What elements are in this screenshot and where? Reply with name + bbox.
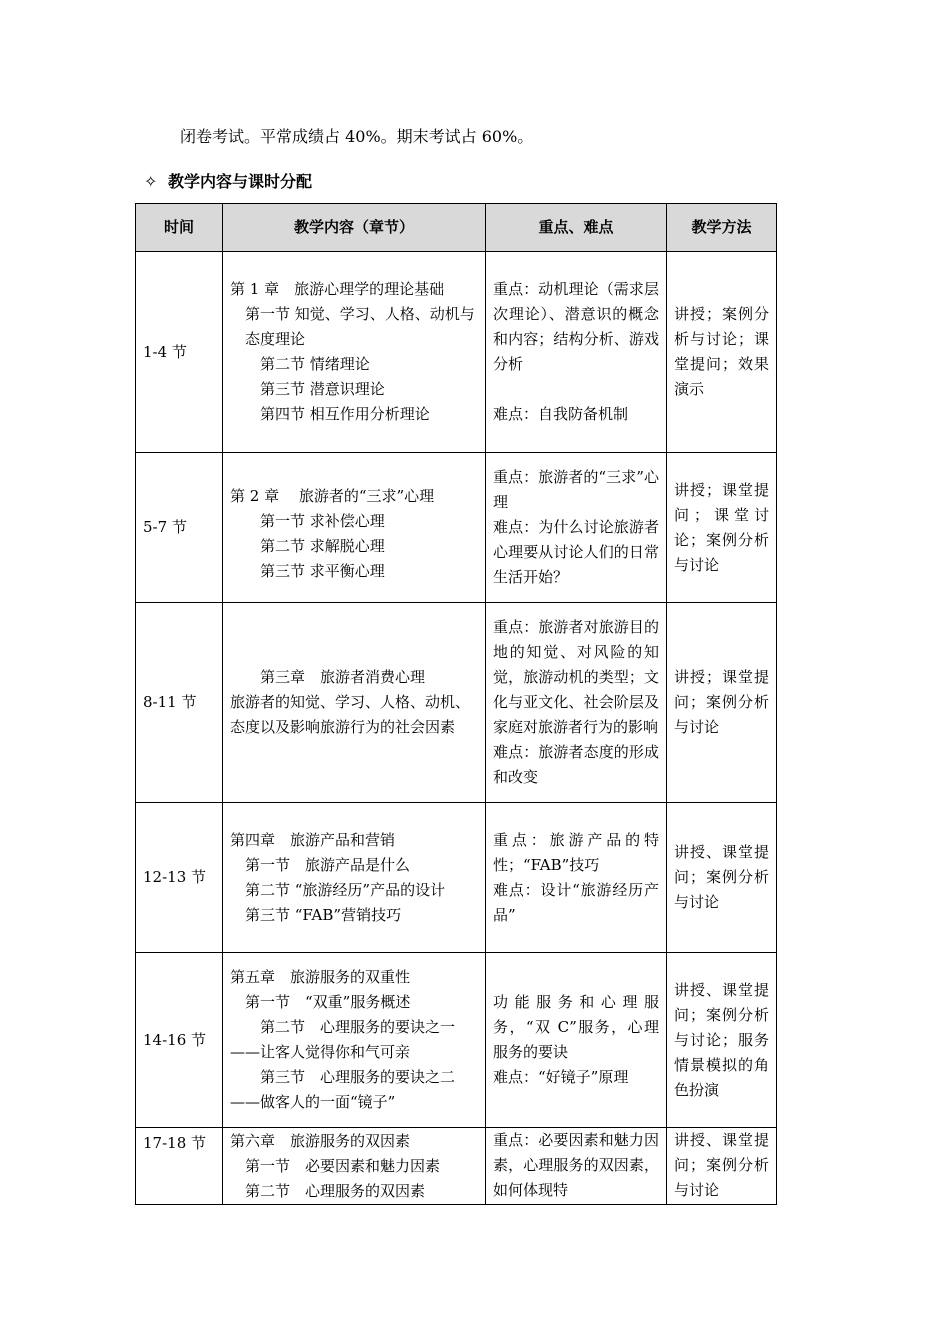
content-cell [223, 453, 486, 603]
difficulty-text: 难点：旅游者态度的形成和改变 [493, 743, 659, 786]
key-point-text: 重点：旅游者对旅游目的地的知觉、对风险的知觉，旅游动机的类型；文化与亚文化、社会阶层及家庭对旅游者行为的影响 [493, 618, 659, 736]
table-row [136, 252, 777, 453]
section-line: 第二节 情绪理论 [260, 355, 370, 373]
table-row [136, 603, 777, 803]
difficulty-text: 难点：“好镜子”原理 [493, 1068, 629, 1086]
content-cell [223, 953, 486, 1128]
key-points-cell [486, 453, 667, 603]
section-line: 第三节 “FAB”营销技巧 [245, 905, 402, 924]
method-cell: 讲授、课堂提问；案例分析与讨论；服务情景模拟的角色扮演 [667, 953, 777, 1128]
content-cell [223, 803, 486, 953]
key-point-text: 重点：必要因素和魅力因素，心理服务的双因素，如何体现特 [493, 1131, 659, 1199]
diamond-star-icon: ✧ [144, 172, 158, 191]
key-point-text: 功能服务和心理服务，“双 C”服务，心理服务的要诀 [493, 993, 659, 1061]
section-line: 第二节 “旅游经历”产品的设计 [245, 880, 446, 899]
table-row [136, 803, 777, 953]
section-line: 第一节 旅游产品是什么 [245, 855, 411, 874]
key-points-cell [486, 252, 667, 453]
header-content: 教学内容（章节） [223, 204, 486, 252]
table-row [136, 453, 777, 603]
method-cell: 讲授、课堂提问；案例分析与讨论 [667, 1128, 777, 1205]
section-line: 第三节 心理服务的要诀之二——做客人的一面“镜子” [230, 1068, 456, 1111]
time-cell: 8-11 节 [136, 603, 223, 803]
section-line: 第二节 求解脱心理 [260, 536, 385, 555]
schedule-table [135, 203, 777, 1205]
method-cell: 讲授、课堂提问；案例分析与讨论 [667, 803, 777, 953]
content-cell [223, 252, 486, 453]
key-point-text: 重点：旅游产品的特性；“FAB”技巧 [493, 830, 659, 874]
time-cell: 5-7 节 [136, 453, 223, 603]
section-heading [144, 170, 312, 194]
method-cell: 讲授；课堂提问；案例分析与讨论 [667, 603, 777, 803]
section-line: 第一节 知觉、学习、人格、动机与态度理论 [245, 305, 475, 348]
section-line: 第一节 必要因素和魅力因素 [245, 1156, 441, 1175]
section-title: 教学内容与课时分配 [168, 172, 313, 191]
key-points-cell [486, 1128, 667, 1205]
key-point-text: 重点：动机理论（需求层次理论）、潜意识的概念和内容；结构分析、游戏分析 [493, 280, 659, 373]
time-cell: 12-13 节 [136, 803, 223, 953]
chapter-title: 第 2 章 旅游者的“三求”心理 [230, 486, 435, 505]
chapter-title: 第三章 旅游者消费心理 [260, 668, 426, 686]
section-line: 第三节 潜意识理论 [260, 380, 385, 398]
method-cell: 讲授；案例分析与讨论；课堂提问；效果演示 [667, 252, 777, 453]
chapter-title: 第六章 旅游服务的双因素 [230, 1131, 411, 1150]
chapter-title: 第五章 旅游服务的双重性 [230, 968, 411, 986]
chapter-title: 第 1 章 旅游心理学的理论基础 [230, 280, 445, 298]
method-cell: 讲授；课堂提问；课堂讨论；案例分析与讨论 [667, 453, 777, 603]
key-points-cell [486, 803, 667, 953]
table-row [136, 953, 777, 1128]
time-cell: 17-18 节 [136, 1128, 223, 1205]
section-line: 第一节 “双重”服务概述 [245, 993, 411, 1011]
time-cell: 1-4 节 [136, 252, 223, 453]
chapter-title: 第四章 旅游产品和营销 [230, 830, 396, 849]
content-cell [223, 603, 486, 803]
table-header-row [136, 204, 777, 252]
time-cell: 14-16 节 [136, 953, 223, 1128]
table-row [136, 1128, 777, 1205]
difficulty-text: 难点：为什么讨论旅游者心理要从讨论人们的日常生活开始？ [493, 518, 659, 586]
content-description: 旅游者的知觉、学习、人格、动机、态度以及影响旅游行为的社会因素 [230, 693, 471, 736]
section-line: 第二节 心理服务的双因素 [245, 1181, 426, 1200]
key-points-cell [486, 603, 667, 803]
section-line: 第一节 求补偿心理 [260, 511, 385, 530]
key-points-cell [486, 953, 667, 1128]
difficulty-text: 难点：自我防备机制 [493, 405, 629, 423]
difficulty-text: 难点：设计“旅游经历产品” [493, 880, 659, 924]
section-line: 第二节 心理服务的要诀之一——让客人觉得你和气可亲 [230, 1018, 456, 1061]
key-point-text: 重点：旅游者的“三求”心理 [493, 468, 659, 511]
section-line: 第三节 求平衡心理 [260, 561, 385, 580]
section-line: 第四节 相互作用分析理论 [260, 405, 430, 423]
header-method: 教学方法 [667, 204, 777, 252]
header-time: 时间 [136, 204, 223, 252]
header-key-points: 重点、难点 [486, 204, 667, 252]
content-cell [223, 1128, 486, 1205]
exam-policy-text: 闭卷考试。平常成绩占 40%。期末考试占 60%。 [180, 127, 534, 146]
